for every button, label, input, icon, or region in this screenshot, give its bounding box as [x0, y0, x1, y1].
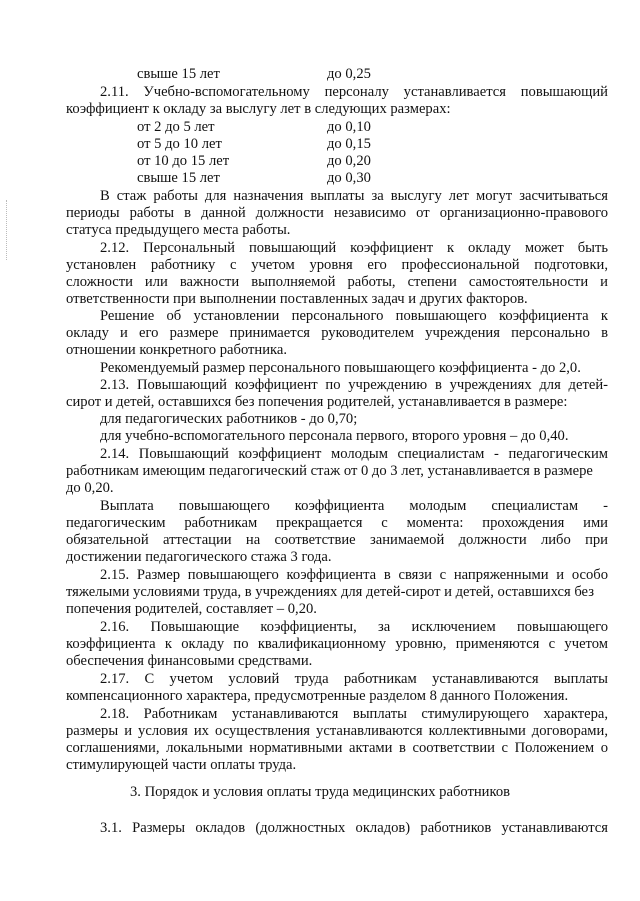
paragraph-payment-line-3: обязательной аттестации на соответствие занимаемой должности либо при — [66, 532, 608, 548]
row-period: свыше 15 лет — [137, 170, 220, 186]
paragraph-2-14-line-2: работникам имеющим педагогический стаж от 0 до 3 лет, устанавливается в размере — [66, 463, 593, 479]
paragraph-decision-line-1: Решение об установлении персонального повышающего коэффициента к — [100, 308, 608, 324]
paragraph-2-18-line-4: стимулирующей части оплаты труда. — [66, 757, 297, 773]
row-value: до 0,30 — [327, 170, 371, 186]
section-3-heading: 3. Порядок и условия оплаты труда медицинских работников — [129, 784, 511, 800]
paragraph-2-15-line-3: попечения родителей, составляет – 0,20. — [66, 601, 317, 617]
paragraph-2-17-line-1: 2.17. С учетом условий труда работникам устанавливаются выплаты — [100, 671, 608, 687]
row-value: до 0,10 — [327, 119, 371, 135]
paragraph-stazh-line-3: статуса предыдущего места работы. — [66, 222, 291, 238]
paragraph-2-18-line-2: размеры и условия их осуществления устанавливаются коллективными договорами, — [66, 723, 608, 739]
paragraph-2-17-line-2: компенсационного характера, предусмотренные разделом 8 данного Положения. — [66, 688, 569, 704]
paragraph-2-12-line-4: ответственности при выполнении поставленных задач и других факторов. — [66, 291, 528, 307]
paragraph-2-15-line-1: 2.15. Размер повышающего коэффициента в связи с напряженными и особо — [100, 567, 608, 583]
paragraph-2-16-line-1: 2.16. Повышающие коэффициенты, за исключением повышающего — [100, 619, 608, 635]
paragraph-2-13-line-1: 2.13. Повышающий коэффициент по учреждению в учреждениях для детей- — [100, 377, 608, 393]
row-period: от 10 до 15 лет — [137, 153, 230, 169]
paragraph-2-14-line-3: до 0,20. — [66, 480, 114, 496]
paragraph-stazh-line-2: периоды работы в данной должности независимо от организационно-правового — [66, 205, 608, 221]
paragraph-2-13-line-4: для учебно-вспомогательного персонала первого, второго уровня – до 0,40. — [100, 428, 569, 444]
row-value: до 0,20 — [327, 153, 371, 169]
paragraph-2-12-line-3: сложности или важности выполняемой работы, степени самостоятельности и — [66, 274, 608, 290]
paragraph-decision-line-3: отношении конкретного работника. — [66, 342, 288, 358]
paragraph-2-13-line-2: сирот и детей, оставшихся без попечения родителей, устанавливается в размере: — [66, 394, 568, 410]
paragraph-2-13-line-3: для педагогических работников - до 0,70; — [100, 411, 358, 427]
paragraph-stazh-line-1: В стаж работы для назначения выплаты за выслугу лет могут засчитываться — [100, 188, 608, 204]
paragraph-2-16-line-2: коэффициента к окладу по квалификационному уровню, применяются с учетом — [66, 636, 608, 652]
paragraph-payment-line-1: Выплата повышающего коэффициента молодым специалистам - — [100, 498, 608, 514]
paragraph-2-11-line-1: 2.11. Учебно-вспомогательному персоналу устанавливается повышающий — [100, 84, 608, 100]
row-value: до 0,25 — [327, 66, 371, 82]
paragraph-2-11-line-2: коэффициент к окладу за выслугу лет в следующих размерах: — [66, 101, 451, 117]
paragraph-2-12-line-2: установлен работнику с учетом уровня его профессиональной подготовки, — [66, 257, 608, 273]
row-period: от 2 до 5 лет — [137, 119, 215, 135]
paragraph-2-18-line-3: соглашениями, локальными нормативными актами в соответствии с Положением о — [66, 740, 608, 756]
row-value: до 0,15 — [327, 136, 371, 152]
paragraph-payment-line-4: достижении педагогического стажа 3 года. — [66, 549, 332, 565]
paragraph-2-16-line-3: обеспечения финансовыми средствами. — [66, 653, 313, 669]
paragraph-2-14-line-1: 2.14. Повышающий коэффициент молодым специалистам - педагогическим — [100, 446, 608, 462]
paragraph-2-12-line-1: 2.12. Персональный повышающий коэффициент к окладу может быть — [100, 240, 608, 256]
row-period: свыше 15 лет — [137, 66, 220, 82]
paragraph-2-15-line-2: тяжелыми условиями труда, в учреждениях для детей-сирот и детей, оставшихся без — [66, 584, 594, 600]
paragraph-payment-line-2: педагогическим работникам прекращается с момента: прохождения ими — [66, 515, 608, 531]
paragraph-2-18-line-1: 2.18. Работникам устанавливаются выплаты стимулирующего характера, — [100, 706, 608, 722]
scan-margin-mark — [6, 200, 8, 260]
paragraph-decision-line-2: окладу и его размере принимается руководителем учреждения персонально в — [66, 325, 608, 341]
paragraph-3-1-line-1: 3.1. Размеры окладов (должностных окладов) работников устанавливаются — [100, 820, 608, 836]
paragraph-recommended: Рекомендуемый размер персонального повышающего коэффициента - до 2,0. — [100, 360, 581, 376]
row-period: от 5 до 10 лет — [137, 136, 222, 152]
